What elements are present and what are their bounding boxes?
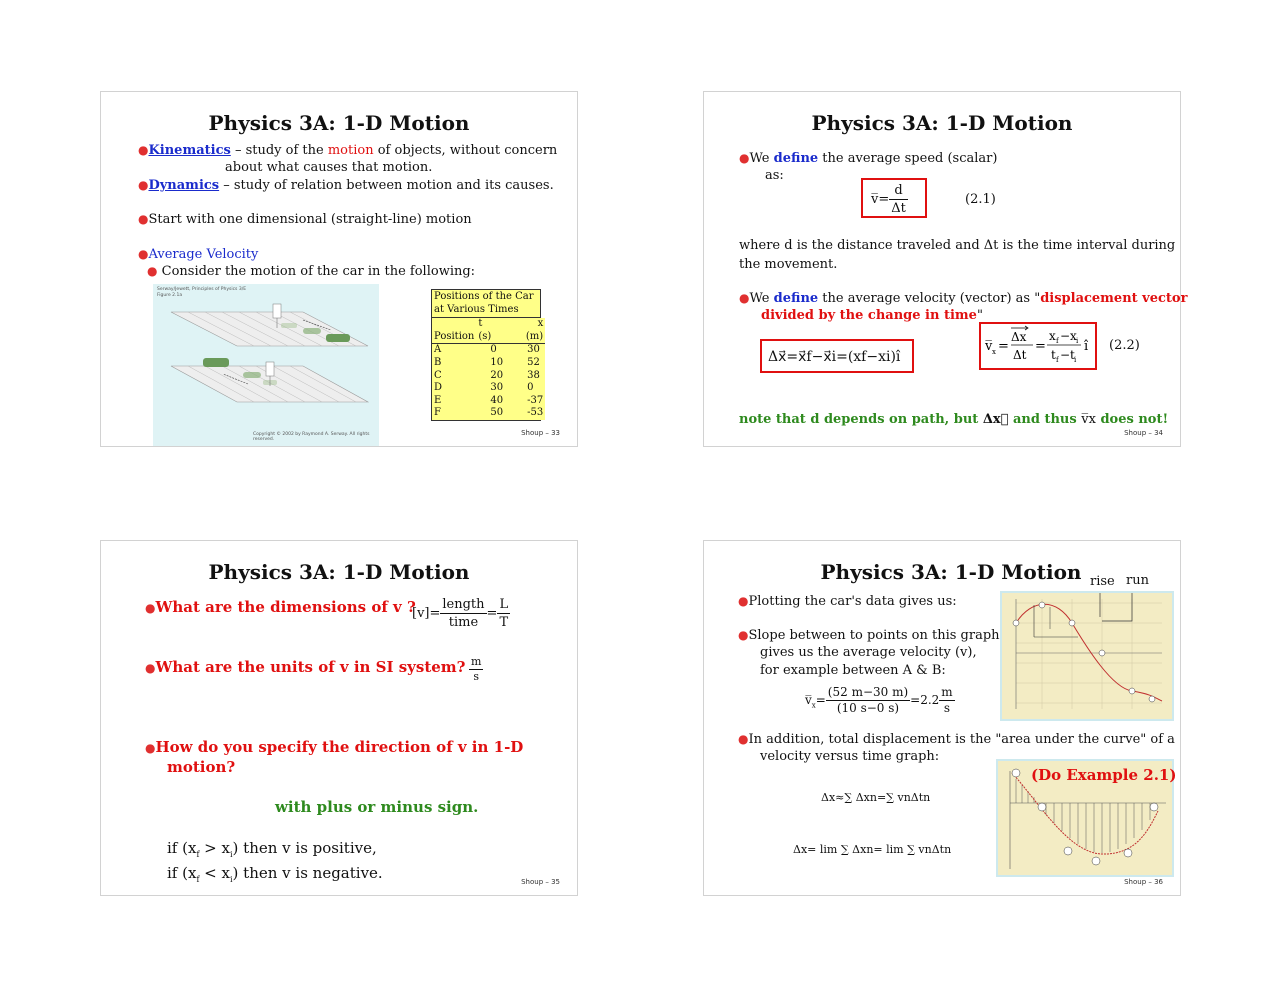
slide-footer: Shoup – 36 [1124,878,1163,886]
svg-text:i: i [1074,356,1077,364]
bullet-kinematics-cont: about what causes that motion. [225,160,433,175]
svg-text:f: f [1056,356,1059,364]
condition-negative: if $(x_f < x_i)$ then v is negative. [167,864,383,884]
slide-title: Physics 3A: 1-D Motion [811,111,1073,135]
eq-2-2-label: (2.2) [1109,338,1140,353]
eq-2-1-denominator: Δt [891,201,906,216]
question-units: ●What are the units of v in SI system? [145,658,466,676]
slide-34 [703,91,1188,447]
bullet-define-speed: ●We define the average speed (scalar) [739,151,998,166]
sum-equation-1: Δx≈∑ Δxn=∑ vnΔtn [821,791,931,804]
svg-text:−x: −x [1060,329,1077,343]
equation-2-1-box [861,178,927,218]
svg-text:=: = [1035,339,1046,354]
para-line-2: the movement. [739,257,838,272]
car-figure [153,284,379,446]
question-direction-cont: motion? [167,758,236,776]
bullet-slope: ●Slope between to points on this graph [738,628,1000,643]
eq-2-1-label: (2.1) [965,192,996,207]
eq-2-1-lhs: v̅= [871,192,890,207]
positions-table [431,289,544,421]
bullet-slope-2: gives us the average velocity (v), [760,645,977,660]
slide-36 [703,540,1181,896]
average-velocity-formula [981,324,1095,368]
table-row: C 20 38 [434,369,540,381]
dimension-equation: [v]= $\frac{\text{length}}{\text{time}}$ = $\frac{L}{T}$ [412,597,509,630]
bullet-define-velocity-cont: divided by the change in time" [761,308,983,323]
svg-text:f: f [1056,337,1059,345]
slide-title: Physics 3A: 1-D Motion [820,560,1082,584]
table-row: F 50 -53 [434,407,544,419]
svg-text:v̅: v̅ [985,339,993,354]
slope-equation: $v̅_x=$ $\frac{(52 m-30 m)}{(10 s-0 s)}$ =2.2 $\frac{m}{s}$ [805,685,953,715]
dynamics-link[interactable]: Dynamics [148,178,220,193]
table-row: D 30 0 [434,382,534,394]
table-row: A 0 30 [434,344,540,356]
bullet-area: ●In addition, total displacement is the "area under the curve" of a [738,732,1175,747]
note-line: note that d depends on path, but Δx⃗ and thus v̅x does not! [739,412,1169,427]
units-fraction: $\frac{m}{s}$ [471,655,482,683]
condition-positive: if $(x_f > x_i)$ then v is positive, [167,839,377,859]
svg-text:x: x [992,348,996,356]
displacement-equation: Δx⃗=x⃗f−x⃗i=(xf−xi)î [768,349,901,365]
col-header-position: Position [434,330,475,342]
table-row: B 10 52 [434,356,540,368]
svg-text:i: i [1076,337,1079,345]
bullet-area-2: velocity versus time graph: [760,749,940,764]
bullet-define-velocity: ●We define the average velocity (vector) as "displacement vector [739,291,1188,306]
table-row: E 40 -37 [434,394,544,406]
displacement-equation-box [760,339,914,373]
eq-2-1-numerator: d [889,182,908,200]
col-header-x: x [537,318,544,330]
rise-label: rise [1090,574,1115,589]
bullet-kinematics: ●Kinematics – study of the motion of objects, without concern [138,143,558,158]
slide-35 [100,540,578,896]
note-delta-x: Δx⃗ [982,412,1009,427]
bullet-slope-3: for example between A & B: [760,663,946,678]
sub-bullet-consider: ● Consider the motion of the car in the following: [147,264,476,279]
bullet-average-velocity: ●Average Velocity [138,247,259,262]
col-header-t: t [478,318,483,330]
motion-word: motion [327,143,374,158]
col-header-m: (m) [525,330,544,342]
car-road-illustration [153,284,379,446]
bullet-plotting: ●Plotting the car's data gives us: [738,594,957,609]
figure-copyright: Copyright © 2002 by Raymond A. Serway. All rights reserved. [253,432,370,442]
slide-33 [100,91,578,447]
question-direction: ●How do you specify the direction of v in 1-D [145,738,524,756]
kinematics-link[interactable]: Kinematics [148,143,231,158]
col-header-s: (s) [478,330,492,342]
svg-text:Δt: Δt [1013,348,1027,362]
run-label: run [1126,573,1149,588]
slide-title: Physics 3A: 1-D Motion [208,560,470,584]
slide-footer: Shoup – 35 [521,878,560,886]
svg-text:−t: −t [1060,348,1075,362]
svg-text:Δx: Δx [1011,330,1027,344]
table-title-1: Positions of the Car [434,291,534,302]
example-reference: (Do Example 2.1) [1031,766,1177,784]
define-word: define [773,151,819,166]
slide-footer: Shoup – 34 [1124,429,1163,437]
figure-caption-2: Figure 2.1a [157,293,183,298]
bullet-dynamics: ●Dynamics – study of relation between motion and its causes. [138,178,554,193]
equation-2-2-box [979,322,1097,370]
as-label: as: [765,168,784,183]
position-time-graph [1000,591,1174,721]
bullet-one-dimensional: ●Start with one dimensional (straight-line) motion [138,212,472,227]
svg-text:t: t [1051,348,1056,362]
svg-text:x: x [1049,329,1056,343]
note-v-x: v̅x [1081,412,1096,427]
slide-footer: Shoup – 33 [521,429,560,437]
sum-equation-2: Δx= lim ∑ Δxn= lim ∑ vnΔtn [793,843,952,856]
para-line-1: where d is the distance traveled and Δt is the time interval during [739,238,1176,253]
slide-title: Physics 3A: 1-D Motion [208,111,470,135]
figure-caption-1: Serway/Jewett, Principles of Physics 3/E [157,287,247,292]
svg-text:=: = [998,339,1009,354]
question-dimensions: ●What are the dimensions of v ? [145,598,416,616]
table-title-2: at Various Times [434,303,519,315]
svg-text:î: î [1084,339,1089,354]
answer-sign: with plus or minus sign. [275,798,479,816]
